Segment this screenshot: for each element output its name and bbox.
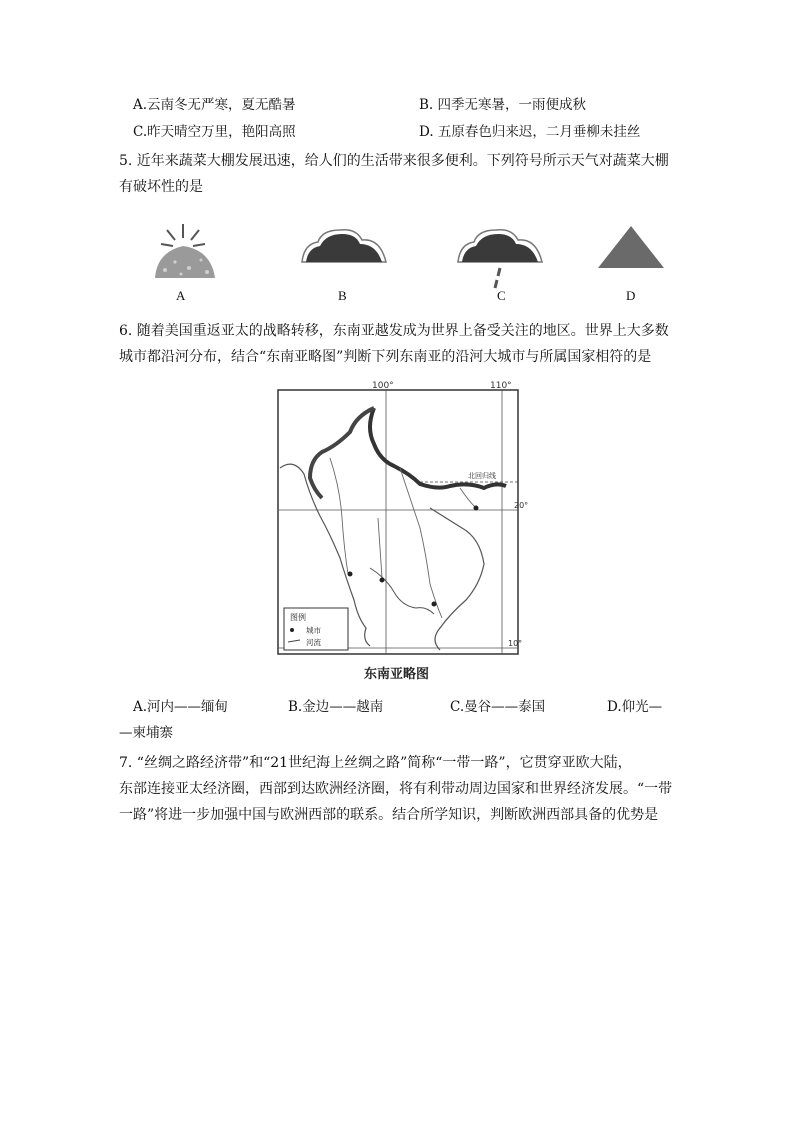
q6-option-d[interactable]: D.仰光— <box>607 699 663 715</box>
q6-stem-line1: 6. 随着美国重返亚太的战略转移，东南亚越发成为世界上备受关注的地区。世界上大多数 <box>119 323 669 339</box>
city-marker <box>348 572 353 577</box>
q6-option-b[interactable]: B.金边——越南 <box>288 699 384 715</box>
lat-10-label: 10° <box>508 639 523 648</box>
lon-110-label: 110° <box>490 381 512 391</box>
q7-stem-line3: 一路”将进一步加强中国与欧洲西部的联系。结合所学知识，判断欧洲西部具备的优势是 <box>119 807 659 823</box>
city-marker <box>474 506 479 511</box>
city-marker <box>380 578 385 583</box>
lat-20-label: 20° <box>514 501 529 510</box>
legend-city-label: 城市 <box>306 626 321 635</box>
southeast-asia-map <box>270 378 532 684</box>
sun-icon[interactable] <box>145 222 225 282</box>
q6-option-d-continued: —柬埔寨 <box>119 725 173 741</box>
tropic-label: 北回归线 <box>468 472 496 480</box>
myanmar-border <box>310 408 374 498</box>
cloudy-icon[interactable] <box>296 226 392 266</box>
vietnam-coastline <box>430 508 484 650</box>
chao-phraya-river <box>378 518 382 578</box>
q5-stem-line2: 有破坏性的是 <box>119 179 203 195</box>
symbol-label-d: D <box>626 288 636 303</box>
q6-option-c[interactable]: C.曼谷——泰国 <box>450 699 546 715</box>
legend-title: 图例 <box>290 613 306 622</box>
q6-option-a[interactable]: A.河内——缅甸 <box>133 699 229 715</box>
city-marker <box>432 602 437 607</box>
mekong-river <box>400 468 442 618</box>
q5-stem-line1: 5. 近年来蔬菜大棚发展迅速，给人们的生活带来很多便利。下列符号所示天气对蔬菜大棚 <box>119 153 669 169</box>
map-caption: 东南亚略图 <box>364 667 430 682</box>
hail-icon[interactable] <box>596 224 666 270</box>
red-river <box>460 488 476 508</box>
legend-river-label: 河流 <box>306 638 321 647</box>
light-rain-icon[interactable] <box>452 226 548 290</box>
q4-option-d[interactable]: D. 五原春色归来迟，二月垂柳未挂丝 <box>419 124 641 140</box>
gulf-coastline <box>370 568 434 614</box>
q7-stem-line2: 东部连接亚太经济圈，西部到达欧洲经济圈，将有利带动周边国家和世界经济发展。“一带 <box>119 781 673 797</box>
symbol-label-a: A <box>176 288 186 303</box>
lon-100-label: 100° <box>372 381 394 391</box>
legend-city-icon <box>290 628 294 632</box>
q4-option-b[interactable]: B. 四季无寒暑，一雨便成秋 <box>419 97 587 113</box>
symbol-label-b: B <box>338 288 347 303</box>
q7-stem-line1: 7. “丝绸之路经济带”和“21世纪海上丝绸之路”简称“一带一路”，它贯穿亚欧大陆， <box>119 755 632 771</box>
symbol-label-c: C <box>497 288 506 303</box>
q6-stem-line2: 城市都沿河分布，结合“东南亚略图”判断下列东南亚的沿河大城市与所属国家相符的是 <box>119 349 652 365</box>
q4-option-a[interactable]: A.云南冬无严寒，夏无酷暑 <box>133 97 296 113</box>
q4-option-c[interactable]: C.昨天晴空万里，艳阳高照 <box>133 124 296 140</box>
